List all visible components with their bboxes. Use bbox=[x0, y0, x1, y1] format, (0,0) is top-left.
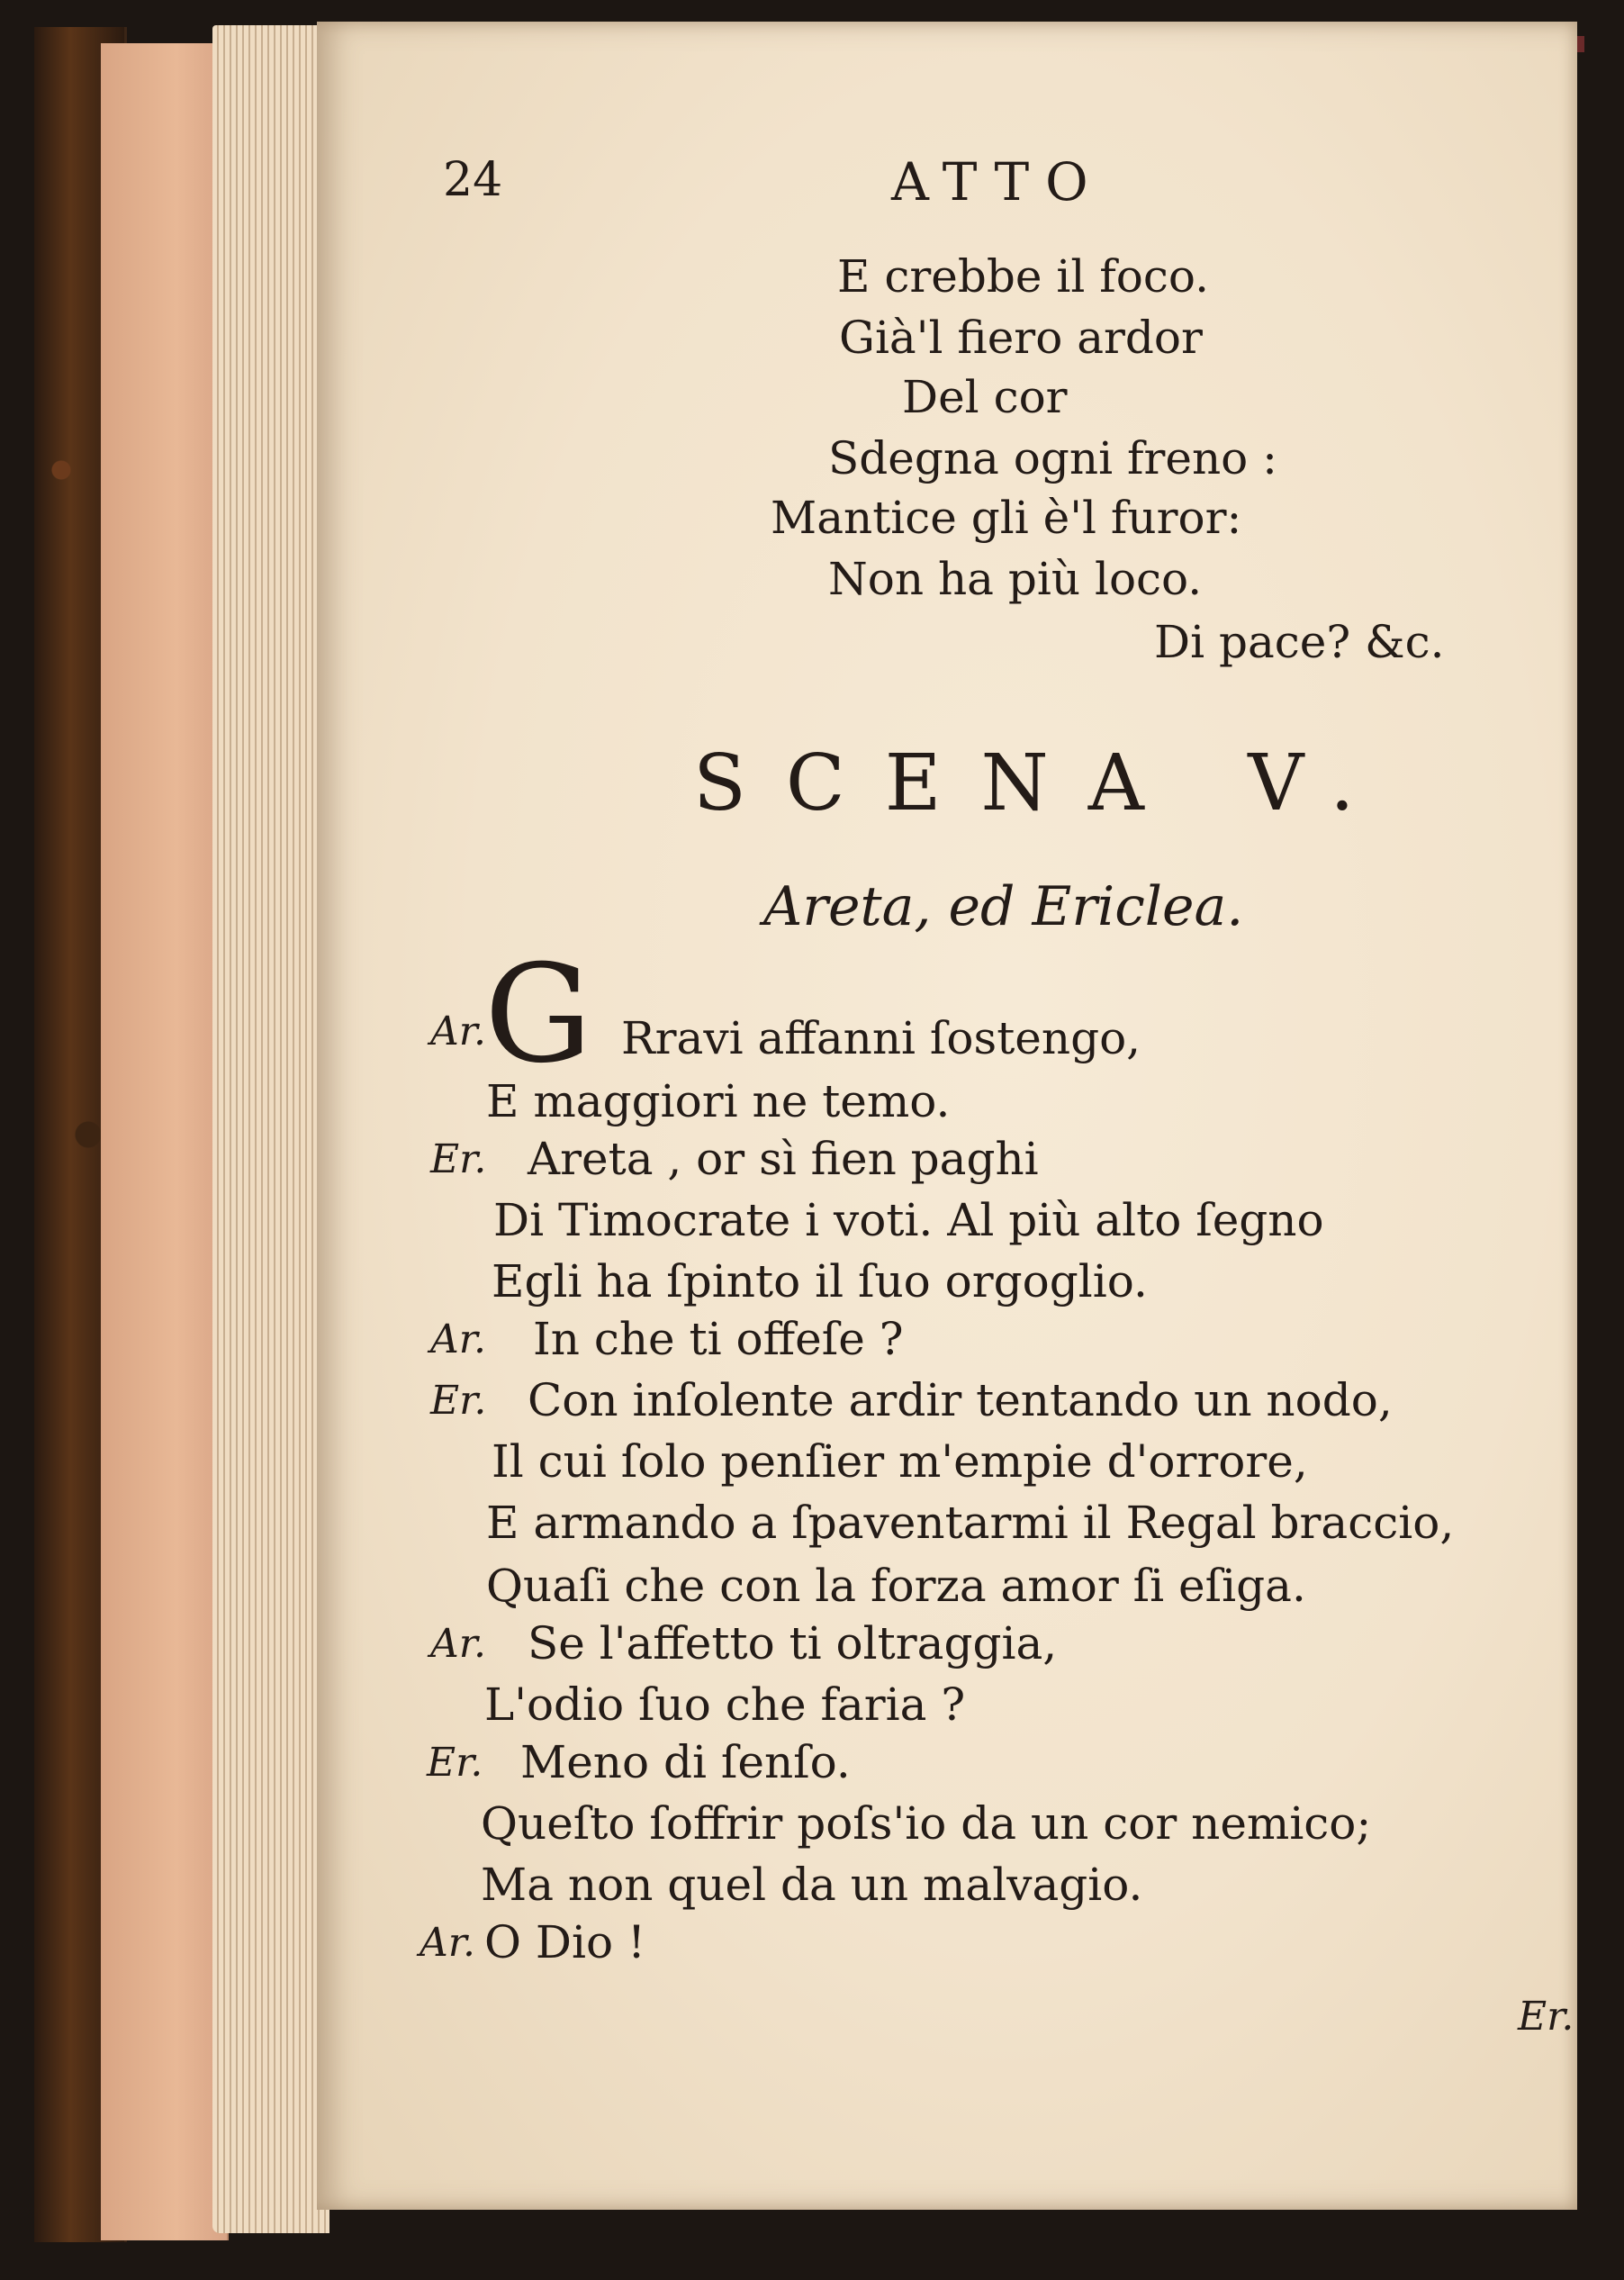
aria-line: Sdegna ogni freno : bbox=[828, 432, 1277, 484]
dialogue-line: O Dio ! bbox=[484, 1916, 646, 1968]
catchword: Er. bbox=[1518, 1994, 1574, 2040]
drop-cap: G bbox=[484, 936, 592, 1093]
dialogue-line: Quaſi che con la forza amor ſi eſiga. bbox=[486, 1560, 1306, 1612]
dialogue-line: Queſto ſoffrir poſs'io da un cor nemico; bbox=[481, 1797, 1372, 1850]
page-number: 24 bbox=[443, 153, 503, 207]
scene-title: SCENA V. bbox=[693, 738, 1394, 828]
aria-line: Mantice gli è'l furor: bbox=[771, 492, 1242, 544]
aria-line: Già'l fiero ardor bbox=[839, 312, 1203, 364]
speaker-label: Ar. bbox=[420, 1920, 475, 1966]
scene-characters: Areta, ed Ericlea. bbox=[763, 875, 1244, 938]
dialogue-line: Ma non quel da un malvagio. bbox=[481, 1859, 1143, 1911]
speaker-label: Er. bbox=[427, 1740, 483, 1786]
dialogue-line: Se l'affetto ti oltraggia, bbox=[528, 1617, 1058, 1669]
dialogue-line: Meno di ſenſo. bbox=[520, 1736, 851, 1788]
dialogue-line: Areta , or sì fien paghi bbox=[528, 1133, 1039, 1185]
dialogue-line: E maggiori ne temo. bbox=[486, 1075, 951, 1127]
dialogue-line: E armando a ſpaventarmi il Regal braccio, bbox=[486, 1497, 1455, 1549]
dialogue-line: Di Timocrate i voti. Al più alto ſegno bbox=[493, 1194, 1324, 1246]
aria-line: E crebbe il foco. bbox=[837, 250, 1209, 303]
dialogue-line: Con inſolente ardir tentando un nodo, bbox=[528, 1374, 1393, 1426]
dialogue-line: L'odio ſuo che faria ? bbox=[484, 1678, 966, 1731]
speaker-label: Er. bbox=[430, 1378, 487, 1424]
speaker-label: Ar. bbox=[430, 1621, 486, 1667]
running-head: ATTO bbox=[891, 151, 1105, 213]
dialogue-line: Il cui ſolo penſier m'empie d'orrore, bbox=[492, 1435, 1308, 1488]
aria-line: Non ha più loco. bbox=[828, 553, 1203, 605]
dialogue-line: Rravi affanni ſostengo, bbox=[621, 1012, 1141, 1064]
dialogue-line: In che ti offeſe ? bbox=[533, 1313, 904, 1365]
aria-line: Di pace? &c. bbox=[1154, 616, 1445, 668]
page-edges bbox=[212, 25, 329, 2233]
aria-line: Del cor bbox=[902, 371, 1068, 423]
dialogue-line: Egli ha ſpinto il ſuo orgoglio. bbox=[492, 1255, 1148, 1307]
speaker-label: Ar. bbox=[430, 1009, 486, 1054]
speaker-label: Ar. bbox=[430, 1316, 486, 1362]
flyleaf bbox=[101, 43, 229, 2240]
speaker-label: Er. bbox=[430, 1136, 487, 1182]
